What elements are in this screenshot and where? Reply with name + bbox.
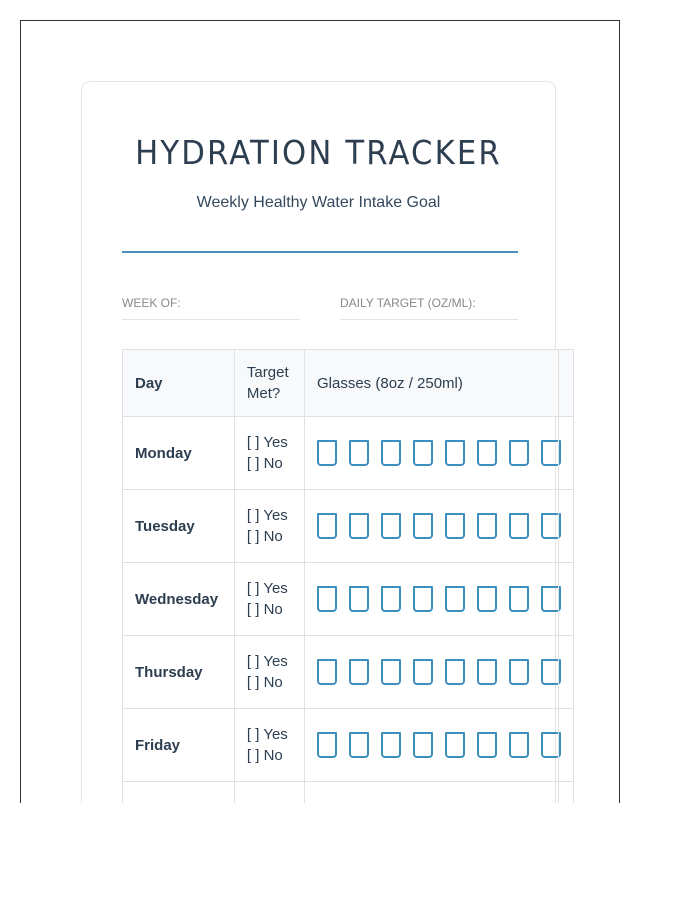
- day-name: Tuesday: [123, 490, 235, 563]
- glasses-row: [317, 439, 561, 467]
- glass-icon[interactable]: [317, 659, 337, 685]
- glass-icon[interactable]: [509, 440, 529, 466]
- glasses-cell: [305, 709, 574, 782]
- day-name: [123, 782, 235, 804]
- glasses-row: [317, 658, 561, 686]
- glasses-cell: [305, 417, 574, 490]
- page-subtitle: Weekly Healthy Water Intake Goal: [196, 194, 441, 211]
- target-met-cell: [234, 490, 304, 563]
- glass-icon[interactable]: [477, 513, 497, 539]
- glass-icon[interactable]: [541, 586, 561, 612]
- glass-icon[interactable]: [317, 586, 337, 612]
- target-met-no-checkbox[interactable]: [ ] No: [246, 455, 283, 472]
- glass-icon[interactable]: [413, 732, 433, 758]
- day-name: Thursday: [123, 636, 235, 709]
- table-body: [123, 417, 574, 804]
- column-header-target-met: [234, 350, 304, 417]
- glass-icon[interactable]: [541, 732, 561, 758]
- target-met-yes-checkbox[interactable]: [ ] Yes: [246, 434, 288, 451]
- glass-icon[interactable]: [477, 440, 497, 466]
- target-met-no-checkbox[interactable]: [ ] No: [246, 601, 283, 618]
- glasses-cell: [305, 636, 574, 709]
- glass-icon[interactable]: [509, 513, 529, 539]
- target-met-no-checkbox[interactable]: [ ] No: [246, 674, 283, 691]
- glass-icon[interactable]: [317, 513, 337, 539]
- table-row: [123, 709, 574, 782]
- table-row: [123, 490, 574, 563]
- glass-icon[interactable]: [381, 513, 401, 539]
- target-met-cell: [234, 782, 304, 804]
- glass-icon[interactable]: [445, 732, 465, 758]
- target-met-cell: [234, 636, 304, 709]
- glass-icon[interactable]: [509, 732, 529, 758]
- glass-icon[interactable]: [413, 659, 433, 685]
- glass-icon[interactable]: [349, 440, 369, 466]
- glass-icon[interactable]: [477, 732, 497, 758]
- hydration-table: [122, 349, 574, 803]
- table-row: [123, 563, 574, 636]
- target-met-yes-checkbox[interactable]: [ ] Yes: [246, 507, 288, 524]
- glass-icon[interactable]: [381, 440, 401, 466]
- glass-icon[interactable]: [445, 586, 465, 612]
- glass-icon[interactable]: [445, 440, 465, 466]
- glass-icon[interactable]: [413, 586, 433, 612]
- glass-icon[interactable]: [477, 659, 497, 685]
- week-of-label: WEEK OF:: [122, 296, 181, 310]
- column-header-glasses: Glasses (8oz / 250ml): [305, 350, 574, 417]
- target-met-yes-checkbox[interactable]: [ ] Yes: [246, 726, 288, 743]
- glass-icon[interactable]: [317, 440, 337, 466]
- target-met-cell: [234, 417, 304, 490]
- daily-target-field[interactable]: [340, 295, 518, 320]
- glasses-row: [317, 512, 561, 540]
- target-met-no-checkbox[interactable]: [ ] No: [246, 528, 283, 545]
- table-row: [123, 636, 574, 709]
- glass-icon[interactable]: [381, 586, 401, 612]
- day-name: Wednesday: [123, 563, 235, 636]
- glass-icon[interactable]: [413, 440, 433, 466]
- table-row: [123, 417, 574, 490]
- week-of-field[interactable]: [122, 295, 300, 320]
- target-met-cell: [234, 709, 304, 782]
- glass-icon[interactable]: [317, 732, 337, 758]
- glasses-cell: [305, 782, 574, 804]
- glass-icon[interactable]: [349, 659, 369, 685]
- glass-icon[interactable]: [349, 586, 369, 612]
- glass-icon[interactable]: [445, 659, 465, 685]
- table-header-row: [123, 350, 574, 417]
- page-title: HYDRATION TRACKER: [135, 133, 502, 172]
- daily-target-label: DAILY TARGET (OZ/ML):: [340, 296, 476, 310]
- table-row: [123, 782, 574, 804]
- column-header-target-met-line1: Target: [246, 364, 289, 381]
- glass-icon[interactable]: [509, 586, 529, 612]
- glass-icon[interactable]: [349, 732, 369, 758]
- glass-icon[interactable]: [541, 513, 561, 539]
- glasses-cell: [305, 563, 574, 636]
- glass-icon[interactable]: [381, 659, 401, 685]
- glass-icon[interactable]: [541, 440, 561, 466]
- glasses-row: [317, 731, 561, 759]
- glass-icon[interactable]: [541, 659, 561, 685]
- tracker-table-wrapper: [122, 349, 574, 803]
- target-met-yes-checkbox[interactable]: [ ] Yes: [246, 653, 288, 670]
- glasses-cell: [305, 490, 574, 563]
- glasses-row: [317, 585, 561, 613]
- day-name: Monday: [123, 417, 235, 490]
- target-met-no-checkbox[interactable]: [ ] No: [246, 747, 283, 764]
- page-frame: [20, 20, 620, 803]
- glass-icon[interactable]: [477, 586, 497, 612]
- day-name: Friday: [123, 709, 235, 782]
- glass-icon[interactable]: [349, 513, 369, 539]
- glass-icon[interactable]: [509, 659, 529, 685]
- title-divider: [122, 251, 518, 253]
- column-header-target-met-line2: Met?: [246, 385, 281, 402]
- glass-icon[interactable]: [413, 513, 433, 539]
- column-header-day: Day: [123, 350, 235, 417]
- glass-icon[interactable]: [445, 513, 465, 539]
- target-met-yes-checkbox[interactable]: [ ] Yes: [246, 580, 288, 597]
- target-met-cell: [234, 563, 304, 636]
- glass-icon[interactable]: [381, 732, 401, 758]
